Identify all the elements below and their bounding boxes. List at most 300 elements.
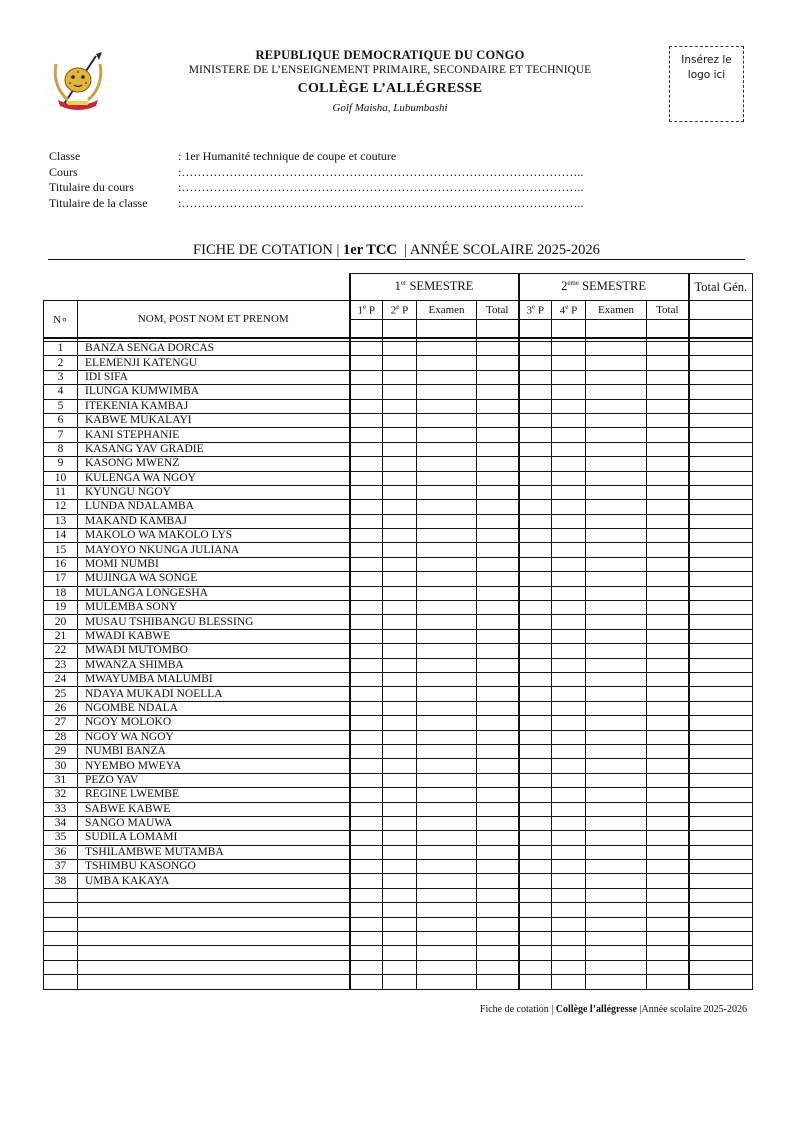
grade-cell[interactable] [586,860,647,874]
grade-cell[interactable] [417,601,477,615]
grade-cell[interactable] [519,629,552,643]
grade-cell[interactable] [477,601,519,615]
grade-cell[interactable] [383,975,417,989]
grade-cell[interactable] [519,960,552,974]
grade-cell[interactable] [350,457,383,471]
grade-cell[interactable] [586,572,647,586]
grade-cell[interactable] [477,557,519,571]
grade-cell[interactable] [417,860,477,874]
grade-cell[interactable] [586,543,647,557]
grade-cell[interactable] [350,816,383,830]
grade-cell[interactable] [586,773,647,787]
grade-cell[interactable] [647,629,689,643]
grade-cell[interactable] [350,672,383,686]
grade-cell[interactable] [689,960,753,974]
grade-cell[interactable] [552,860,586,874]
grade-cell[interactable] [350,874,383,888]
grade-cell[interactable] [417,342,477,356]
grade-cell[interactable] [552,543,586,557]
grade-cell[interactable] [586,744,647,758]
grade-cell[interactable] [350,356,383,370]
grade-cell[interactable] [586,514,647,528]
grade-cell[interactable] [552,644,586,658]
grade-cell[interactable] [519,485,552,499]
grade-cell[interactable] [552,831,586,845]
grade-cell[interactable] [417,917,477,931]
grade-cell[interactable] [417,874,477,888]
grade-cell[interactable] [647,557,689,571]
grade-cell[interactable] [689,831,753,845]
grade-cell[interactable] [586,500,647,514]
grade-cell[interactable] [350,917,383,931]
grade-cell[interactable] [586,874,647,888]
grade-cell[interactable] [519,413,552,427]
grade-cell[interactable] [647,370,689,384]
grade-cell[interactable] [647,744,689,758]
grade-cell[interactable] [689,356,753,370]
grade-cell[interactable] [552,385,586,399]
grade-cell[interactable] [552,917,586,931]
grade-cell[interactable] [552,932,586,946]
grade-cell[interactable] [383,773,417,787]
grade-cell[interactable] [689,701,753,715]
grade-cell[interactable] [647,932,689,946]
grade-cell[interactable] [689,457,753,471]
grade-cell[interactable] [477,888,519,902]
grade-cell[interactable] [552,514,586,528]
grade-cell[interactable] [552,615,586,629]
grade-cell[interactable] [586,485,647,499]
grade-cell[interactable] [552,586,586,600]
grade-cell[interactable] [477,701,519,715]
grade-cell[interactable] [350,802,383,816]
grade-cell[interactable] [350,975,383,989]
grade-cell[interactable] [647,802,689,816]
grade-cell[interactable] [689,946,753,960]
grade-cell[interactable] [647,385,689,399]
grade-cell[interactable] [552,672,586,686]
grade-cell[interactable] [689,629,753,643]
grade-cell[interactable] [383,960,417,974]
grade-cell[interactable] [647,845,689,859]
grade-cell[interactable] [477,457,519,471]
grade-cell[interactable] [417,543,477,557]
grade-cell[interactable] [383,917,417,931]
grade-cell[interactable] [689,572,753,586]
grade-cell[interactable] [552,500,586,514]
grade-cell[interactable] [417,716,477,730]
grade-cell[interactable] [350,471,383,485]
grade-cell[interactable] [519,773,552,787]
grade-cell[interactable] [383,385,417,399]
grade-cell[interactable] [586,629,647,643]
grade-cell[interactable] [552,485,586,499]
grade-cell[interactable] [350,716,383,730]
grade-cell[interactable] [689,370,753,384]
grade-cell[interactable] [586,802,647,816]
grade-cell[interactable] [477,342,519,356]
grade-cell[interactable] [350,385,383,399]
grade-cell[interactable] [477,428,519,442]
grade-cell[interactable] [477,500,519,514]
grade-cell[interactable] [383,629,417,643]
grade-cell[interactable] [350,543,383,557]
grade-cell[interactable] [519,457,552,471]
grade-cell[interactable] [647,946,689,960]
grade-cell[interactable] [383,529,417,543]
grade-cell[interactable] [477,932,519,946]
grade-cell[interactable] [350,601,383,615]
grade-cell[interactable] [417,572,477,586]
grade-cell[interactable] [689,442,753,456]
grade-cell[interactable] [586,917,647,931]
grade-cell[interactable] [417,802,477,816]
grade-cell[interactable] [586,788,647,802]
grade-cell[interactable] [647,888,689,902]
grade-cell[interactable] [477,917,519,931]
grade-cell[interactable] [417,658,477,672]
grade-cell[interactable] [647,500,689,514]
grade-cell[interactable] [689,543,753,557]
grade-cell[interactable] [477,629,519,643]
grade-cell[interactable] [519,975,552,989]
grade-cell[interactable] [383,888,417,902]
grade-cell[interactable] [477,370,519,384]
grade-cell[interactable] [689,413,753,427]
grade-cell[interactable] [477,543,519,557]
grade-cell[interactable] [350,342,383,356]
grade-cell[interactable] [417,932,477,946]
grade-cell[interactable] [477,860,519,874]
grade-cell[interactable] [519,428,552,442]
grade-cell[interactable] [689,773,753,787]
grade-cell[interactable] [647,730,689,744]
grade-cell[interactable] [586,759,647,773]
grade-cell[interactable] [689,586,753,600]
grade-cell[interactable] [647,672,689,686]
grade-cell[interactable] [647,586,689,600]
grade-cell[interactable] [647,960,689,974]
grade-cell[interactable] [350,586,383,600]
grade-cell[interactable] [383,946,417,960]
grade-cell[interactable] [477,946,519,960]
grade-cell[interactable] [647,543,689,557]
grade-cell[interactable] [689,529,753,543]
grade-cell[interactable] [417,399,477,413]
grade-cell[interactable] [552,557,586,571]
grade-cell[interactable] [647,975,689,989]
grade-cell[interactable] [647,917,689,931]
grade-cell[interactable] [519,701,552,715]
grade-cell[interactable] [350,701,383,715]
grade-cell[interactable] [350,932,383,946]
grade-cell[interactable] [552,399,586,413]
grade-cell[interactable] [383,658,417,672]
grade-cell[interactable] [477,529,519,543]
grade-cell[interactable] [586,658,647,672]
grade-cell[interactable] [519,586,552,600]
grade-cell[interactable] [552,687,586,701]
grade-cell[interactable] [417,960,477,974]
grade-cell[interactable] [519,601,552,615]
grade-cell[interactable] [552,629,586,643]
grade-cell[interactable] [552,413,586,427]
grade-cell[interactable] [689,860,753,874]
grade-cell[interactable] [417,370,477,384]
grade-cell[interactable] [383,831,417,845]
grade-cell[interactable] [477,831,519,845]
grade-cell[interactable] [586,687,647,701]
grade-cell[interactable] [586,960,647,974]
grade-cell[interactable] [417,773,477,787]
grade-cell[interactable] [383,730,417,744]
grade-cell[interactable] [350,557,383,571]
grade-cell[interactable] [586,615,647,629]
grade-cell[interactable] [552,471,586,485]
grade-cell[interactable] [417,816,477,830]
grade-cell[interactable] [552,960,586,974]
grade-cell[interactable] [647,457,689,471]
grade-cell[interactable] [647,514,689,528]
grade-cell[interactable] [552,730,586,744]
grade-cell[interactable] [552,701,586,715]
grade-cell[interactable] [417,672,477,686]
grade-cell[interactable] [519,816,552,830]
grade-cell[interactable] [383,615,417,629]
grade-cell[interactable] [519,644,552,658]
grade-cell[interactable] [350,831,383,845]
grade-cell[interactable] [417,413,477,427]
grade-cell[interactable] [417,500,477,514]
grade-cell[interactable] [586,946,647,960]
grade-cell[interactable] [350,615,383,629]
grade-cell[interactable] [477,413,519,427]
grade-cell[interactable] [417,888,477,902]
grade-cell[interactable] [647,471,689,485]
grade-cell[interactable] [552,903,586,917]
grade-cell[interactable] [519,672,552,686]
grade-cell[interactable] [383,557,417,571]
grade-cell[interactable] [383,845,417,859]
grade-cell[interactable] [350,744,383,758]
grade-cell[interactable] [383,428,417,442]
grade-cell[interactable] [350,773,383,787]
grade-cell[interactable] [417,744,477,758]
grade-cell[interactable] [552,874,586,888]
grade-cell[interactable] [689,888,753,902]
grade-cell[interactable] [519,759,552,773]
grade-cell[interactable] [350,413,383,427]
grade-cell[interactable] [417,701,477,715]
grade-cell[interactable] [647,442,689,456]
grade-cell[interactable] [477,903,519,917]
grade-cell[interactable] [586,845,647,859]
grade-cell[interactable] [417,975,477,989]
grade-cell[interactable] [647,903,689,917]
grade-cell[interactable] [417,615,477,629]
grade-cell[interactable] [477,687,519,701]
grade-cell[interactable] [689,802,753,816]
grade-cell[interactable] [552,946,586,960]
grade-cell[interactable] [350,759,383,773]
grade-cell[interactable] [383,514,417,528]
grade-cell[interactable] [477,356,519,370]
grade-cell[interactable] [689,485,753,499]
grade-cell[interactable] [647,831,689,845]
grade-cell[interactable] [477,442,519,456]
grade-cell[interactable] [519,932,552,946]
grade-cell[interactable] [417,485,477,499]
grade-cell[interactable] [552,572,586,586]
grade-cell[interactable] [586,529,647,543]
grade-cell[interactable] [586,888,647,902]
grade-cell[interactable] [383,356,417,370]
grade-cell[interactable] [350,644,383,658]
grade-cell[interactable] [586,975,647,989]
grade-cell[interactable] [519,845,552,859]
grade-cell[interactable] [519,543,552,557]
grade-cell[interactable] [552,601,586,615]
grade-cell[interactable] [689,644,753,658]
grade-cell[interactable] [383,874,417,888]
grade-cell[interactable] [477,672,519,686]
grade-cell[interactable] [552,759,586,773]
grade-cell[interactable] [552,975,586,989]
grade-cell[interactable] [417,356,477,370]
grade-cell[interactable] [689,874,753,888]
grade-cell[interactable] [552,428,586,442]
grade-cell[interactable] [647,644,689,658]
grade-cell[interactable] [647,860,689,874]
grade-cell[interactable] [383,687,417,701]
grade-cell[interactable] [519,658,552,672]
grade-cell[interactable] [417,687,477,701]
grade-cell[interactable] [647,788,689,802]
grade-cell[interactable] [647,687,689,701]
grade-cell[interactable] [417,629,477,643]
grade-cell[interactable] [586,457,647,471]
grade-cell[interactable] [417,586,477,600]
grade-cell[interactable] [689,903,753,917]
grade-cell[interactable] [647,701,689,715]
grade-cell[interactable] [647,874,689,888]
grade-cell[interactable] [586,370,647,384]
grade-cell[interactable] [417,831,477,845]
grade-cell[interactable] [417,946,477,960]
grade-cell[interactable] [689,759,753,773]
grade-cell[interactable] [689,744,753,758]
grade-cell[interactable] [552,457,586,471]
grade-cell[interactable] [383,413,417,427]
grade-cell[interactable] [647,816,689,830]
grade-cell[interactable] [586,644,647,658]
grade-cell[interactable] [383,644,417,658]
grade-cell[interactable] [417,845,477,859]
grade-cell[interactable] [383,759,417,773]
grade-cell[interactable] [689,687,753,701]
grade-cell[interactable] [350,687,383,701]
grade-cell[interactable] [350,730,383,744]
grade-cell[interactable] [477,744,519,758]
grade-cell[interactable] [647,399,689,413]
grade-cell[interactable] [519,888,552,902]
grade-cell[interactable] [519,356,552,370]
grade-cell[interactable] [519,342,552,356]
grade-cell[interactable] [477,471,519,485]
grade-cell[interactable] [552,816,586,830]
grade-cell[interactable] [552,888,586,902]
grade-cell[interactable] [477,615,519,629]
grade-cell[interactable] [519,529,552,543]
grade-cell[interactable] [383,860,417,874]
grade-cell[interactable] [586,730,647,744]
grade-cell[interactable] [477,572,519,586]
grade-cell[interactable] [647,759,689,773]
grade-cell[interactable] [586,601,647,615]
grade-cell[interactable] [552,342,586,356]
grade-cell[interactable] [552,658,586,672]
grade-cell[interactable] [350,888,383,902]
grade-cell[interactable] [350,399,383,413]
grade-cell[interactable] [519,744,552,758]
grade-cell[interactable] [586,471,647,485]
grade-cell[interactable] [417,759,477,773]
grade-cell[interactable] [519,687,552,701]
grade-cell[interactable] [383,802,417,816]
grade-cell[interactable] [350,572,383,586]
grade-cell[interactable] [417,529,477,543]
grade-cell[interactable] [350,500,383,514]
grade-cell[interactable] [477,385,519,399]
grade-cell[interactable] [689,658,753,672]
grade-cell[interactable] [350,442,383,456]
grade-cell[interactable] [350,485,383,499]
grade-cell[interactable] [647,413,689,427]
grade-cell[interactable] [689,342,753,356]
grade-cell[interactable] [519,874,552,888]
grade-cell[interactable] [647,356,689,370]
grade-cell[interactable] [519,370,552,384]
grade-cell[interactable] [519,572,552,586]
grade-cell[interactable] [417,788,477,802]
grade-cell[interactable] [519,716,552,730]
grade-cell[interactable] [417,730,477,744]
grade-cell[interactable] [477,514,519,528]
grade-cell[interactable] [417,428,477,442]
grade-cell[interactable] [647,615,689,629]
grade-cell[interactable] [689,716,753,730]
grade-cell[interactable] [350,946,383,960]
grade-cell[interactable] [586,413,647,427]
grade-cell[interactable] [383,903,417,917]
grade-cell[interactable] [552,773,586,787]
grade-cell[interactable] [586,557,647,571]
grade-cell[interactable] [350,903,383,917]
grade-cell[interactable] [689,471,753,485]
grade-cell[interactable] [383,744,417,758]
grade-cell[interactable] [586,816,647,830]
grade-cell[interactable] [552,529,586,543]
grade-cell[interactable] [417,385,477,399]
grade-cell[interactable] [477,644,519,658]
grade-cell[interactable] [689,932,753,946]
grade-cell[interactable] [477,874,519,888]
grade-cell[interactable] [383,816,417,830]
grade-cell[interactable] [647,658,689,672]
grade-cell[interactable] [689,730,753,744]
grade-cell[interactable] [689,557,753,571]
grade-cell[interactable] [647,342,689,356]
